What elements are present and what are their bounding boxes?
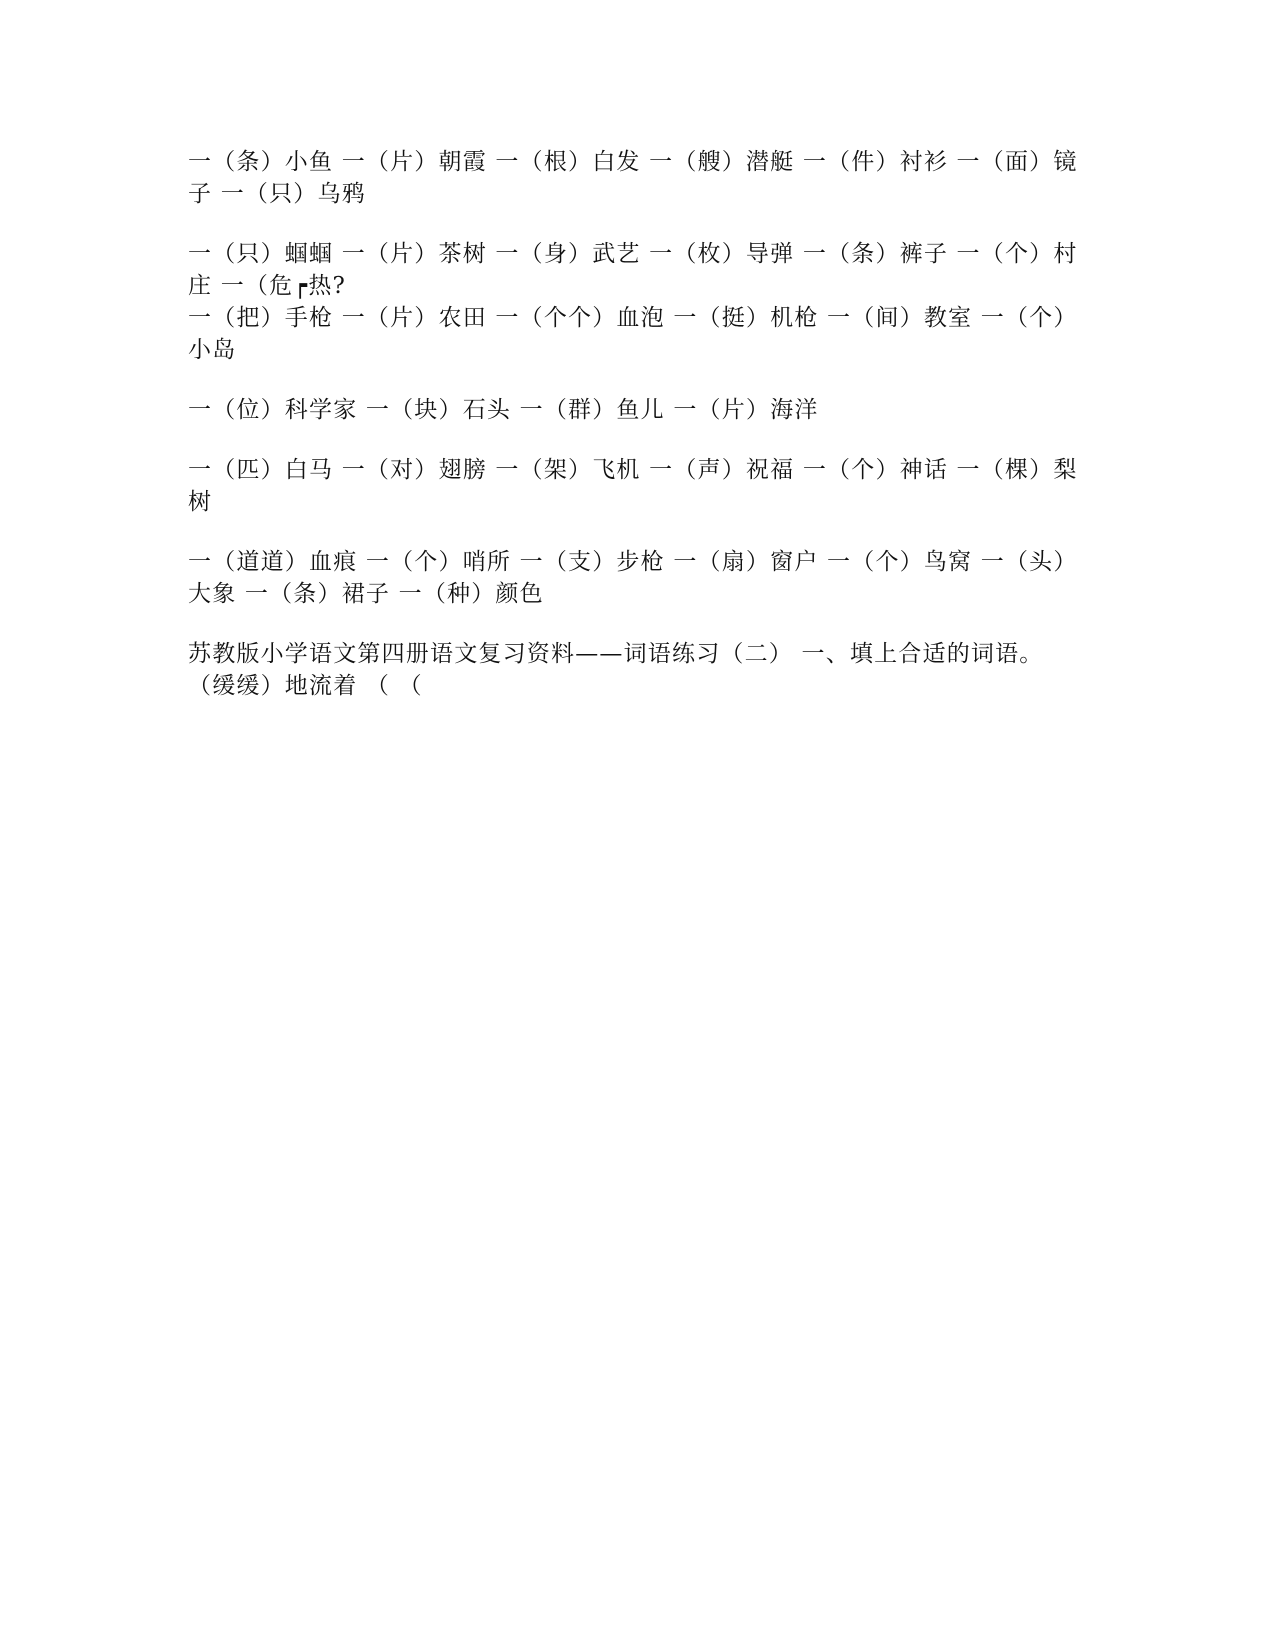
paragraph-measure-words-5: 一（匹）白马 一（对）翅膀 一（架）飞机 一（声）祝福 一（个）神话 一（棵）梨树 [188,457,1078,515]
paragraph-measure-words-6: 一（道道）血痕 一（个）哨所 一（支）步枪 一（扇）窗户 一（个）鸟窝 一（头）大象 一（条）裙子 一（种）颜色 [188,549,1078,607]
paragraph-measure-words-3: 一（把）手枪 一（片）农田 一（个个）血泡 一（挺）机枪 一（间）教室 一（个）小岛 [188,305,1078,363]
document-body [188,146,1098,702]
paragraph-measure-words-1: 一（条）小鱼 一（片）朝霞 一（根）白发 一（艘）潜艇 一（件）衬衫 一（面）镜子 一（只）乌鸦 [188,149,1078,207]
paragraph-section-heading: 苏教版小学语文第四册语文复习资料——词语练习（二） 一、填上合适的词语。 （缓缓）地流着 （ （ [188,641,1044,699]
paragraph-measure-words-4: 一（位）科学家 一（块）石头 一（群）鱼儿 一（片）海洋 [188,397,819,423]
paragraph-measure-words-2: 一（只）蝈蝈 一（片）茶树 一（身）武艺 一（枚）导弹 一（条）裤子 一（个）村庄 一（危┍热? [188,241,1078,299]
